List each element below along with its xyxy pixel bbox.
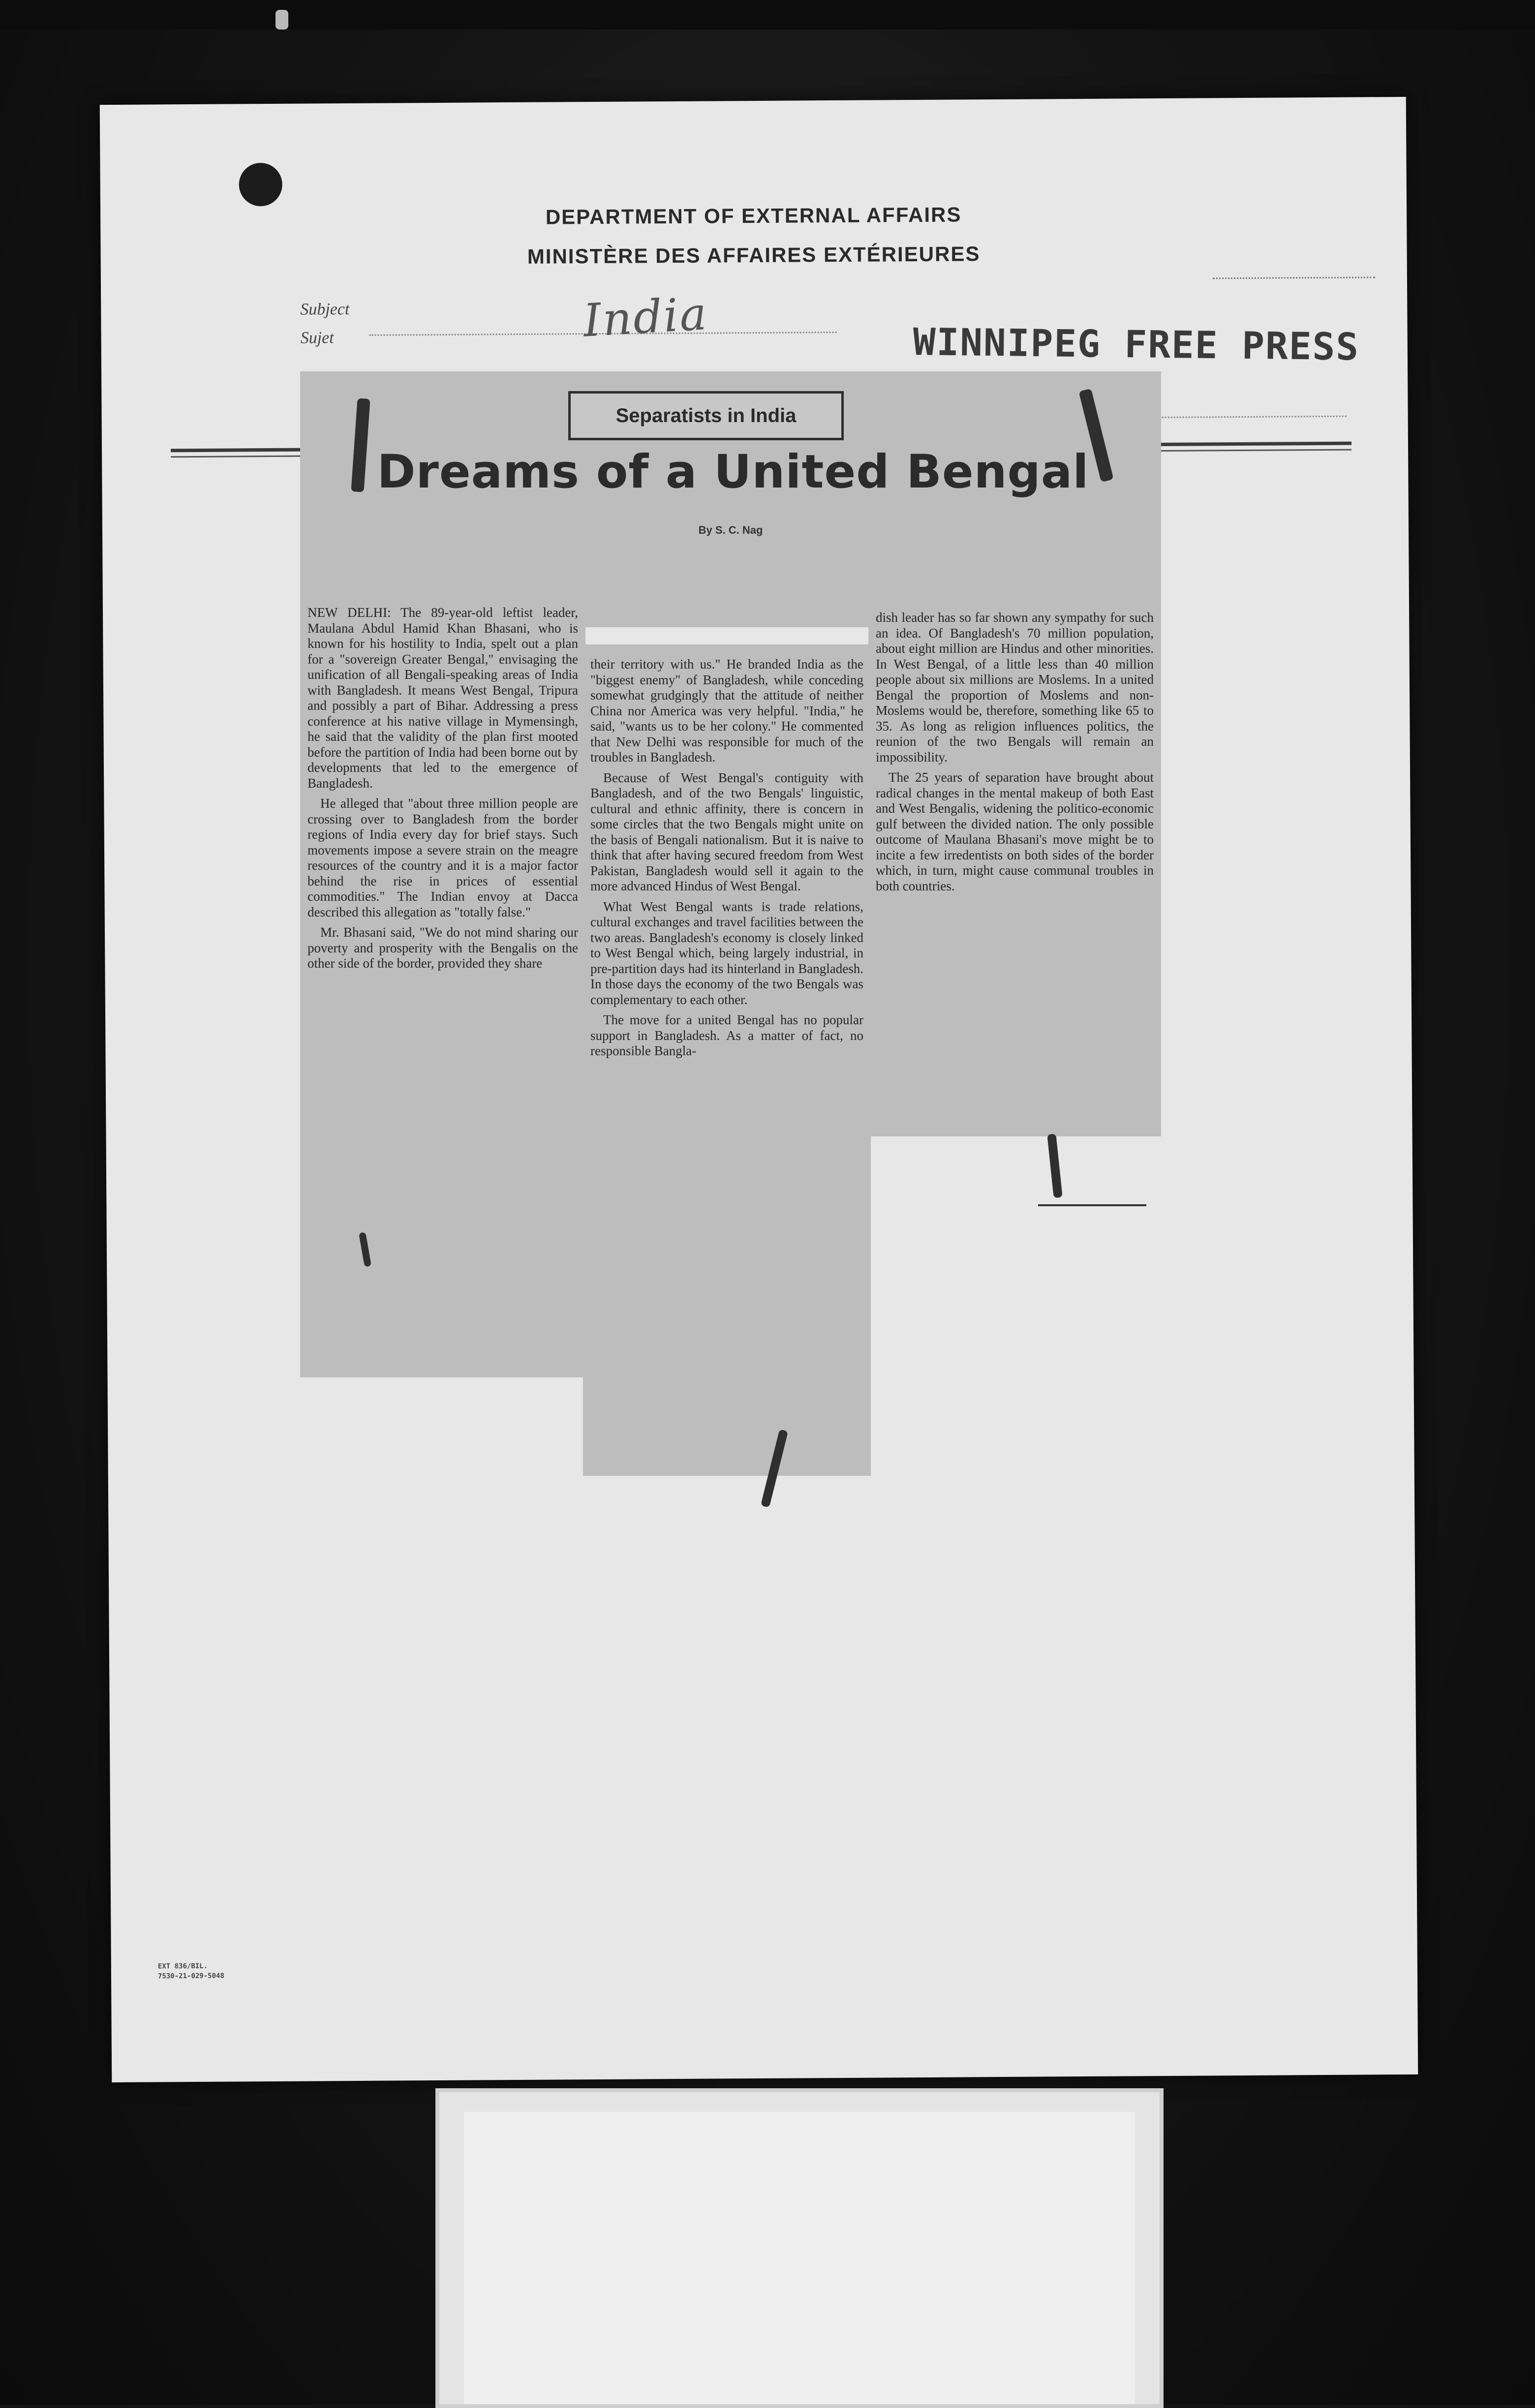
- article-headline: Dreams of a United Bengal: [377, 445, 1089, 499]
- film-speck: [276, 10, 288, 30]
- punch-hole: [239, 163, 282, 207]
- article-column-1: [307, 605, 578, 976]
- article-end-rule: [1038, 1204, 1146, 1206]
- form-code: [158, 1961, 224, 1981]
- article-column-3: [876, 610, 1154, 899]
- next-frame-card: [435, 2088, 1164, 2408]
- article-column-2: [590, 657, 863, 1064]
- paragraph: The move for a united Bengal has no popular support in Bangladesh. As a matter of fact, no responsible Bangla-: [590, 1012, 863, 1058]
- reference-line: [1213, 276, 1375, 279]
- department-title-fr: MINISTÈRE DES AFFAIRES EXTÉRIEURES: [527, 242, 981, 268]
- sujet-label: Sujet: [300, 329, 334, 347]
- publication-stamp: WINNIPEG FREE PRESS: [913, 320, 1360, 369]
- paragraph: dish leader has so far shown any sympathy for such an idea. Of Bangladesh's 70 million population, about eight million are Hindus and other minorities. In West Bengal, of a little less than 40 million people about six millions are Moslems. In a united Bengal the proportion of Moslems and non-Moslems would be, therefore, something like 65 to 35. As long as religion influences politics, the reunion of the two Bengals will remain an impossibility.: [876, 610, 1154, 764]
- paragraph: their territory with us." He branded India as the "biggest enemy" of Bangladesh, while conceding somewhat grudgingly that the attitude of neither China nor America was very helpful. "India," he said, "wants us to be her colony." He commented that New Delhi was responsible for much of the troubles in Bangladesh.: [590, 657, 863, 764]
- article-kicker: Separatists in India: [568, 391, 844, 440]
- paragraph: The 25 years of separation have brought about radical changes in the mental makeup of both East and West Bengalis, widening the politico-economic gulf between the divided nation. The only possible outcome of Maulana Bhasani's move might be to incite a few irredentists on both sides of the border which, in turn, might cause communal troubles in both countries.: [876, 770, 1154, 893]
- paragraph: Because of West Bengal's contiguity with Bangladesh, and of the two Bengals' linguistic, cultural and ethnic affinity, there is concern in some circles that the two Bengals might unite on the basis of Bengali nationalism. But it is naive to think that after having secured freedom from West Pakistan, Bangladesh would sell it again to the more advanced Hindus of West Bengal.: [590, 770, 863, 893]
- next-frame-card-inner: [464, 2112, 1135, 2404]
- paragraph: Mr. Bhasani said, "We do not mind sharing our poverty and prosperity with the Bengalis on the other side of the border, provided they share: [307, 925, 578, 971]
- form-code-line-2: 7530-21-029-5048: [157, 1972, 224, 1981]
- paragraph: What West Bengal wants is trade relations, cultural exchanges and travel facilities between the two areas. Bangladesh's economy is closely linked to West Bengal which, being largely industrial, in pre-partition days had its hinterland in Bangladesh. In those days the economy of the two Bengals was complementary to each other.: [590, 899, 863, 1007]
- subject-handwritten: India: [582, 287, 710, 347]
- form-code-line-1: EXT 836/BIL.: [157, 1962, 208, 1971]
- paragraph: NEW DELHI: The 89-year-old leftist leader, Maulana Abdul Hamid Khan Bhasani, who is known for his hostility to India, spelt out a plan for a "sovereign Greater Bengal," envisaging the unification of all Bengali-speaking areas of India with Bangladesh. It means West Bengal, Tripura and possibly a part of Bihar. Addressing a press conference at his native village in Mymensingh, he said that the validity of the plan first mooted before the partition of India had been borne out by developments that led to the emergence of Bangladesh.: [307, 605, 578, 791]
- article-byline: By S. C. Nag: [698, 524, 763, 536]
- paragraph: He alleged that "about three million people are crossing over to Bangladesh from the border regions of India every day for brief stays. Such movements impose a severe strain on the meagre resources of the country and it is a major factor behind the rise in prices of essential commodities." The Indian envoy at Dacca described this allegation as "totally false.": [307, 796, 578, 919]
- subject-label: Subject: [300, 300, 350, 319]
- film-edge: [0, 0, 1535, 30]
- department-title-en: DEPARTMENT OF EXTERNAL AFFAIRS: [545, 203, 962, 229]
